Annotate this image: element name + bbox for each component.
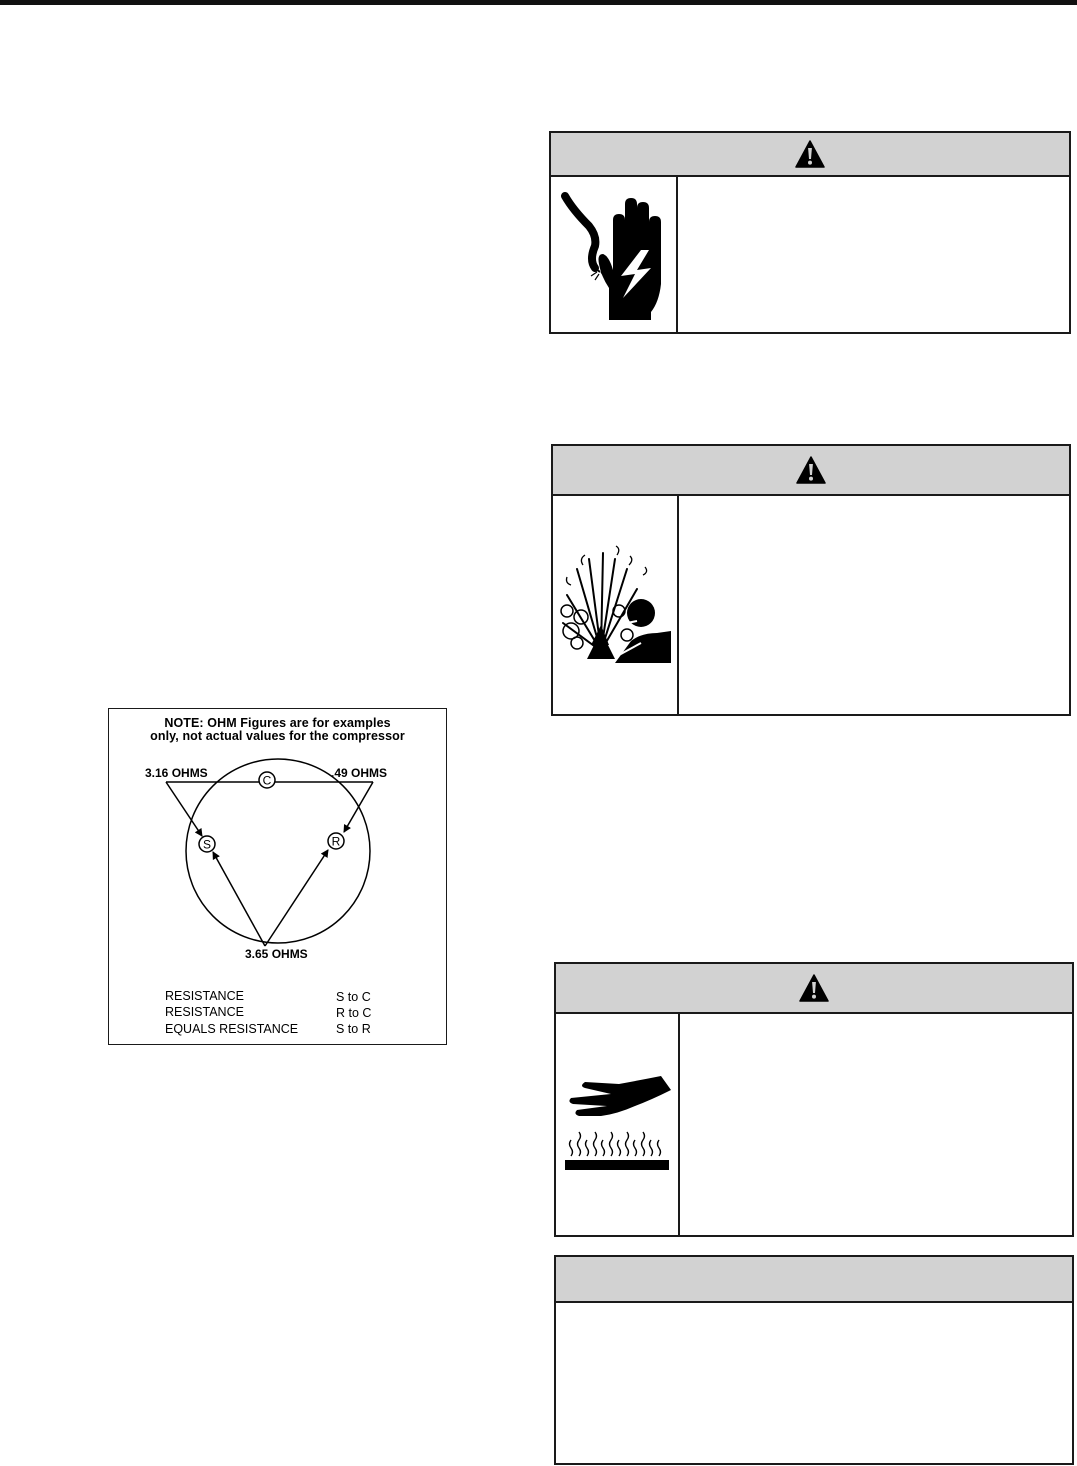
ohm-label-r-to-c: .49 OHMS — [331, 766, 388, 780]
legend-label: EQUALS RESISTANCE — [165, 1022, 299, 1036]
hazard-box-electrical-shock — [549, 131, 1071, 334]
hazard-pictogram-cell — [553, 496, 679, 714]
hazard-pictogram-cell — [556, 1014, 680, 1235]
legend-label: RESISTANCE — [165, 989, 244, 1003]
explosion-hazard-icon — [557, 545, 673, 665]
alert-triangle-icon — [796, 456, 826, 484]
note-line-1: NOTE: OHM Figures are for examples — [164, 716, 391, 730]
hazard-pictogram-cell — [551, 177, 678, 332]
page-top-rule — [0, 0, 1077, 5]
ohm-label-s-to-c: 3.16 OHMS — [145, 766, 208, 780]
ohm-resistance-diagram — [108, 708, 447, 1045]
notice-header — [556, 1257, 1072, 1303]
ohm-label-s-to-r: 3.65 OHMS — [245, 947, 308, 961]
notice-box — [554, 1255, 1074, 1465]
legend-terminals: R to C — [336, 1006, 372, 1020]
terminal-c-label: C — [262, 773, 272, 788]
hazard-header — [551, 133, 1069, 177]
compressor-terminal-circle — [186, 759, 370, 943]
terminal-s-label: S — [202, 837, 212, 852]
legend-label: RESISTANCE — [165, 1005, 244, 1019]
hazard-header — [556, 964, 1072, 1014]
electric-shock-hand-icon — [559, 180, 669, 330]
legend-terminals: S to C — [336, 990, 371, 1004]
legend-terminals: S to R — [336, 1022, 371, 1036]
hazard-text — [678, 177, 1069, 332]
hazard-text — [679, 496, 1069, 714]
terminal-r-label: R — [331, 834, 341, 849]
hot-surface-hand-icon — [561, 1070, 673, 1180]
alert-triangle-icon — [795, 140, 825, 168]
hazard-box-hot-surface — [554, 962, 1074, 1237]
note-line-2: only, not actual values for the compressor — [150, 729, 405, 743]
alert-triangle-icon — [799, 974, 829, 1002]
hazard-header — [553, 446, 1069, 496]
hazard-text — [680, 1014, 1072, 1235]
notice-text — [556, 1303, 1072, 1463]
terminal-diagram-graphic — [109, 709, 448, 1046]
hazard-box-explosion — [551, 444, 1071, 716]
